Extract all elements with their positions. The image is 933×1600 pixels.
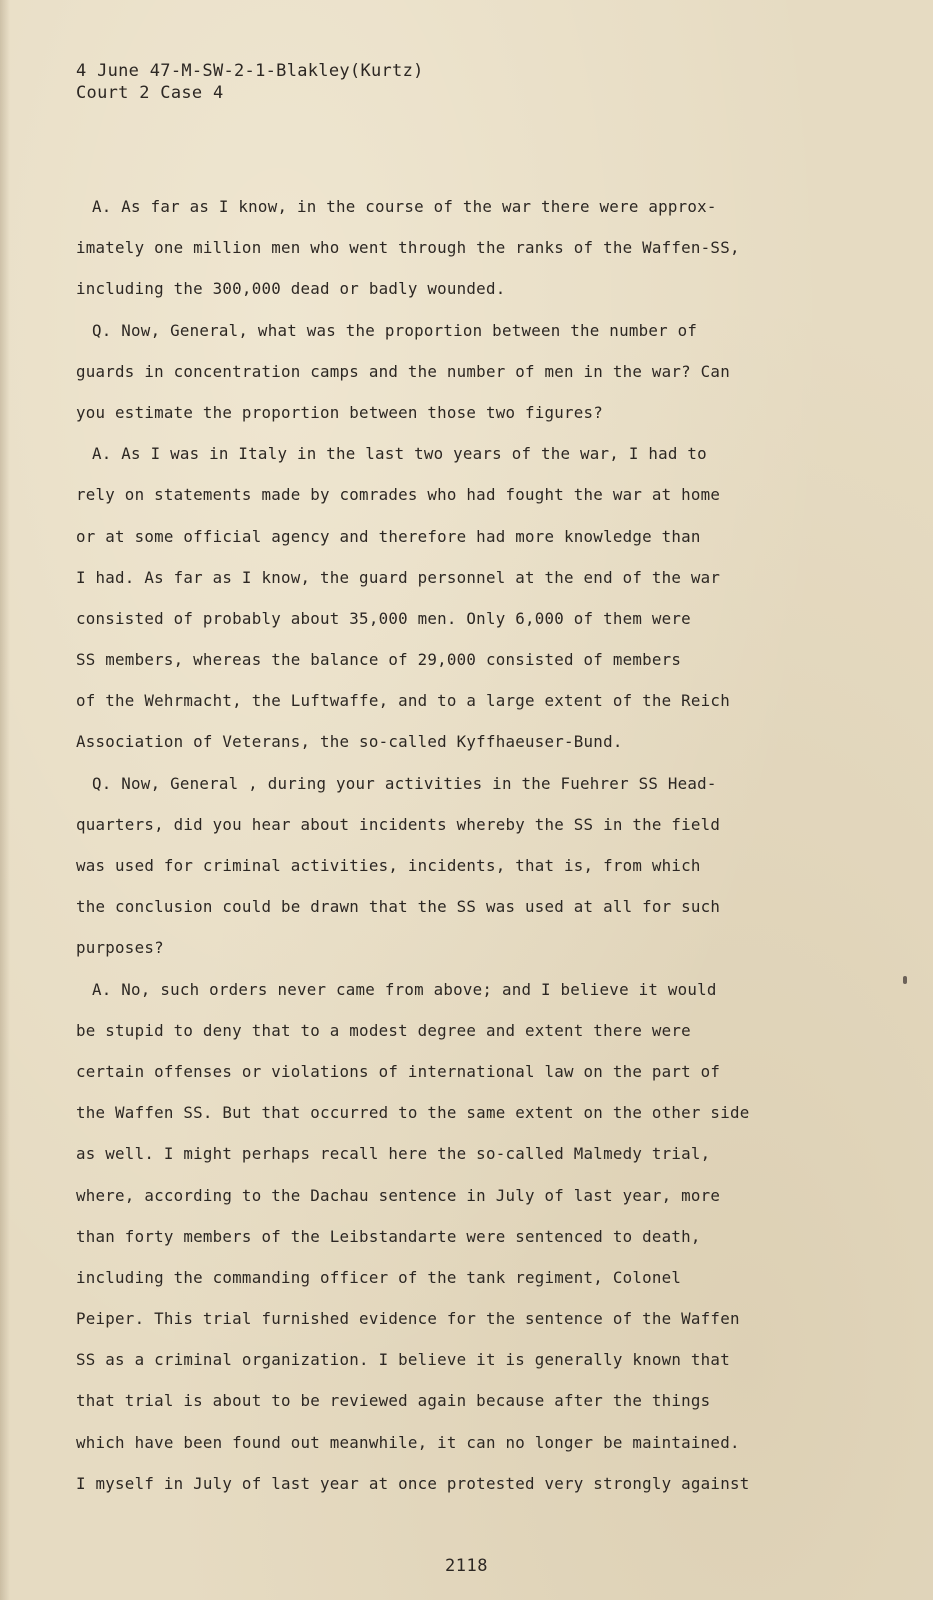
- ink-speck: [903, 976, 907, 984]
- transcript-line: than forty members of the Leibstandarte were sentenced to death,: [76, 1226, 701, 1246]
- transcript-line: you estimate the proportion between those two figures?: [76, 402, 604, 422]
- document-header: [76, 60, 424, 104]
- transcript-line: certain offenses or violations of international law on the part of: [76, 1061, 721, 1081]
- transcript-line: A. As I was in Italy in the last two years of the war, I had to: [92, 444, 707, 464]
- transcript-line: was used for criminal activities, incidents, that is, from which: [76, 856, 701, 875]
- header-court-line: Court 2 Case 4: [76, 83, 224, 103]
- transcript-line: A. No, such orders never came from above; and I believe it would: [92, 979, 717, 999]
- transcript-line: or at some official agency and therefore had more knowledge than: [76, 526, 701, 546]
- transcript-line: guards in concentration camps and the number of men in the war? Can: [76, 361, 730, 381]
- transcript-line: Q. Now, General, what was the proportion between the number of: [92, 320, 698, 340]
- transcript-line: including the commanding officer of the tank regiment, Colonel: [76, 1267, 682, 1287]
- transcript-line: that trial is about to be reviewed again because after the things: [76, 1391, 711, 1411]
- transcript-line: I had. As far as I know, the guard personnel at the end of the war: [76, 567, 721, 587]
- transcript-line: as well. I might perhaps recall here the so-called Malmedy trial,: [76, 1144, 711, 1164]
- page-number: 2118: [445, 1556, 488, 1576]
- transcript-line: purposes?: [76, 938, 164, 958]
- transcript-line: imately one million men who went through the ranks of the Waffen-SS,: [76, 238, 740, 258]
- transcript-line: SS members, whereas the balance of 29,000 consisted of members: [76, 650, 682, 670]
- transcript-line: be stupid to deny that to a modest degree and extent there were: [76, 1020, 691, 1040]
- transcript-body: [76, 186, 806, 1504]
- transcript-line: Association of Veterans, the so-called Kyffhaeuser-Bund.: [76, 732, 623, 752]
- transcript-line: of the Wehrmacht, the Luftwaffe, and to a large extent of the Reich: [76, 691, 730, 711]
- transcript-line: SS as a criminal organization. I believe it is generally known that: [76, 1350, 730, 1370]
- transcript-line: consisted of probably about 35,000 men. Only 6,000 of them were: [76, 608, 691, 628]
- transcript-line: A. As far as I know, in the course of the war there were approx-: [92, 197, 717, 216]
- transcript-line: including the 300,000 dead or badly wounded.: [76, 279, 506, 299]
- header-date-line: 4 June 47-M-SW-2-1-Blakley(Kurtz): [76, 61, 424, 81]
- transcript-line: I myself in July of last year at once protested very strongly against: [76, 1473, 750, 1493]
- transcript-line: Peiper. This trial furnished evidence for the sentence of the Waffen: [76, 1309, 740, 1329]
- transcript-line: which have been found out meanwhile, it can no longer be maintained.: [76, 1432, 740, 1452]
- transcript-line: Q. Now, General , during your activities in the Fuehrer SS Head-: [92, 773, 717, 793]
- transcript-line: the Waffen SS. But that occurred to the same extent on the other side: [76, 1103, 750, 1123]
- transcript-line: rely on statements made by comrades who had fought the war at home: [76, 485, 721, 505]
- transcript-line: where, according to the Dachau sentence in July of last year, more: [76, 1185, 721, 1205]
- transcript-line: quarters, did you hear about incidents whereby the SS in the field: [76, 814, 721, 834]
- transcript-line: the conclusion could be drawn that the SS was used at all for such: [76, 897, 721, 917]
